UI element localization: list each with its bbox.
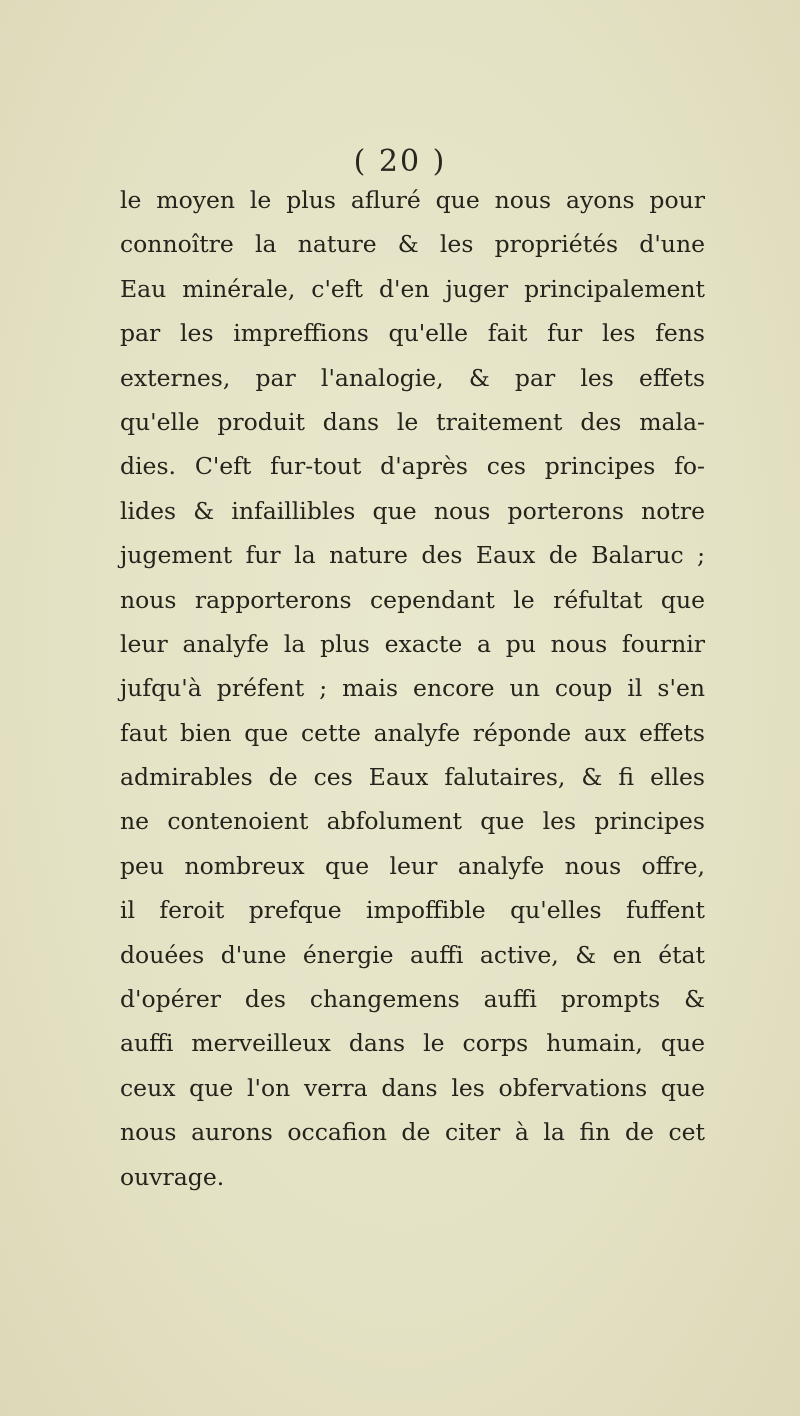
text-line: nous aurons occafion de citer à la fin de cet — [120, 1118, 705, 1147]
text-line: admirables de ces Eaux falutaires, & fi elles — [120, 763, 705, 792]
text-line: peu nombreux que leur analyfe nous offre, — [120, 851, 705, 880]
text-line: nous rapporterons cependant le réfultat que — [120, 585, 705, 614]
text-line: lides & infaillibles que nous porterons notre — [120, 496, 705, 525]
text-line: Eau minérale, c'eft d'en juger principalement — [120, 274, 705, 303]
page-number: ( 20 ) — [353, 144, 447, 179]
text-line: faut bien que cette analyfe réponde aux effets — [120, 718, 705, 747]
text-line: jugement fur la nature des Eaux de Balaruc ; — [120, 541, 705, 570]
text-line-last: ouvrage. — [120, 1162, 225, 1191]
text-line: qu'elle produit dans le traitement des mala- — [120, 407, 705, 436]
text-line: ne contenoient abfolument que les principes — [120, 807, 705, 836]
text-line: dies. C'eft fur-tout d'après ces principes fo- — [120, 452, 705, 481]
body-text — [120, 178, 705, 1199]
text-line: leur analyfe la plus exacte a pu nous fournir — [120, 629, 705, 658]
text-line: ceux que l'on verra dans les obfervations que — [120, 1073, 705, 1102]
text-line: externes, par l'analogie, & par les effets — [120, 363, 705, 392]
text-line: il feroit prefque impoffible qu'elles fuffent — [120, 896, 705, 925]
text-line: jufqu'à préfent ; mais encore un coup il s'en — [120, 674, 705, 703]
text-line: le moyen le plus afluré que nous ayons pour — [120, 186, 705, 214]
text-line: par les impreffions qu'elle fait fur les fens — [120, 319, 705, 348]
text-line: d'opérer des changemens auffi prompts & — [120, 985, 705, 1014]
text-line: auffi merveilleux dans le corps humain, que — [120, 1029, 705, 1058]
text-line: douées d'une énergie auffi active, & en état — [120, 940, 705, 969]
text-line: connoître la nature & les propriétés d'une — [120, 230, 705, 259]
